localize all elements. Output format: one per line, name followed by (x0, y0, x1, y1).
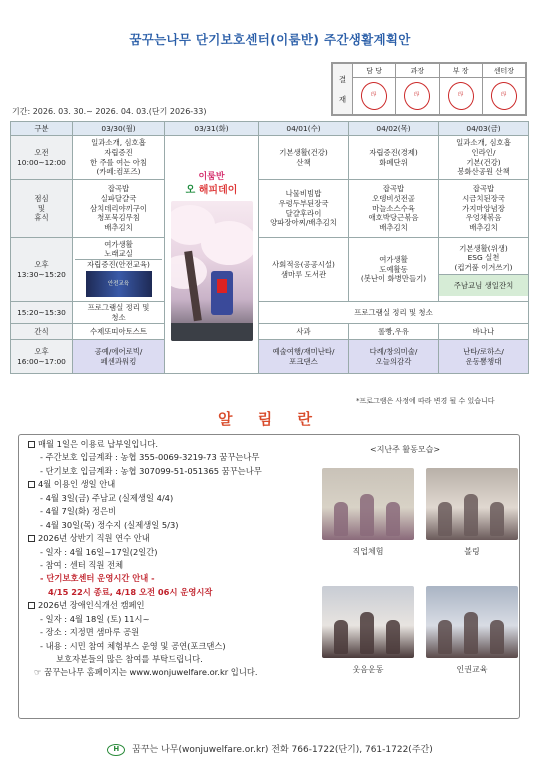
cell-morning-wed: 기본생활(건강) 산책 (259, 136, 349, 180)
seal-stamp: 印 (403, 80, 433, 111)
cell-snack-fri: 바나나 (439, 324, 529, 340)
schedule-table (10, 121, 529, 374)
banner-cell (165, 136, 259, 374)
notice-line: - 일자 : 4월 18일 (토) 11시~ (40, 613, 150, 624)
cell-lunch-thu: 잡곡밥 오뎅비섯전골 마늘소스수육 애호박당근볶음 배추김치 (349, 180, 439, 238)
cell-cleanup-wed-fri: 프로그램실 정리 및 청소 (259, 302, 529, 324)
notice-line[interactable]: ☞ 꿈꾸는나무 홈페이지는 www.wonjuwelfare.or.kr 입니다. (34, 667, 258, 678)
approval-role: 과장 (396, 64, 439, 78)
activity-photo (322, 468, 414, 540)
afternoon-mon-a: 여가생활 노래교실 (104, 239, 133, 259)
col-header: 구분 (11, 122, 73, 136)
notice-line: - 주간보호 입금계좌 : 농협 355-0069-3219-73 꿈꾸는나무 (40, 452, 260, 463)
col-header: 03/31(화) (165, 122, 259, 136)
approval-role: 센터장 (482, 64, 525, 78)
footer (0, 742, 540, 756)
seal-stamp: 印 (489, 80, 519, 111)
cell-snack-thu: 롤빵,우유 (349, 324, 439, 340)
activity-photo (322, 586, 414, 658)
notice-line: 보호자분들의 많은 참여를 부탁드립니다. (56, 654, 203, 664)
notice-list (28, 438, 328, 680)
notice-line: - 단기보호 입금계좌 : 농협 307099-51-051365 꿈꾸는나무 (40, 465, 262, 476)
approval-box (331, 62, 527, 116)
checkbox-icon (28, 441, 35, 448)
row-label: 오전 10:00~12:00 (11, 136, 73, 180)
notice-line: - 일자 : 4월 16일~17일(2일간) (40, 546, 158, 557)
col-header: 03/30(월) (73, 122, 165, 136)
cell-snack-mon: 수제또띠아토스트 (73, 324, 165, 340)
afternoon-fri-a: 기본생활(위생) ESG 실천 (컵거품 이겨쓰기) (454, 243, 513, 272)
notice-line: - 4월 30일(목) 정수지 (실제생일 5/3) (40, 519, 179, 530)
col-header: 04/02(목) (349, 122, 439, 136)
notice-line: 매월 1일은 이용료 납부일입니다. (28, 438, 328, 451)
activity-photo (426, 468, 518, 540)
row-label: 오후 16:00~17:00 (11, 340, 73, 374)
checkbox-icon (28, 535, 35, 542)
notice-line: 4/15 22시 종료, 4/18 오전 06시 운영시작 (48, 586, 213, 597)
notice-line: - 단기보호센터 운영시간 안내 - (40, 573, 155, 584)
cell-lunch-mon: 잡곡밥 실파달걀국 삼치데리야끼구이 청포묵김무침 배추김치 (73, 180, 165, 238)
cell-lunch-wed: 나물비빔밥 우렁두부된장국 달걀후라이 양파장아찌/배추김치 (259, 180, 349, 238)
seal-stamp: 印 (446, 80, 476, 111)
cell-cleanup-mon: 프로그램실 정리 및 청소 (73, 302, 165, 324)
approval-label: 결 재 (333, 64, 353, 115)
cell-morning-thu: 자립증진(경제) 화폐단위 (349, 136, 439, 180)
cherry-blossom-image (171, 201, 253, 341)
period-text: 기간: 2026. 03. 30.~ 2026. 04. 03.(단기 2026-33) (12, 107, 207, 116)
cell-afternoon-fri (439, 238, 529, 302)
notice-line: - 4월 3일(금) 주남교 (실제생일 4/4) (40, 492, 174, 503)
checkbox-icon (28, 602, 35, 609)
cell-morning-fri: 일과소개, 심호흡 인라인/ 기본(건강) 봉화산공원 산책 (439, 136, 529, 180)
approval-role: 부 장 (439, 64, 482, 78)
row-label: 15:20~15:30 (11, 302, 73, 324)
notice-line: 4월 이용인 생일 안내 (28, 478, 328, 491)
afternoon-mon-b: 자립증진(안전교육) (75, 259, 162, 270)
cell-morning-mon: 일과소개, 심호흡 자립증진 한 주를 여는 아침 (카페:컴포즈) (73, 136, 165, 180)
photo-caption: 직업체험 (352, 547, 384, 556)
notice-line: - 내용 : 시민 참여 체험부스 운영 및 공연(포크댄스) (40, 640, 226, 651)
banner-title: 이룸반 (198, 172, 225, 183)
footer-text: 꿈꾸는 나무(wonjuwelfare.or.kr) 전화 766-1722(단기), 761-1722(주간) (132, 745, 433, 755)
checkbox-icon (28, 481, 35, 488)
cell-afternoon-wed: 사회적응(공공시설) 샘마루 도서관 (259, 238, 349, 302)
notice-line: 2026년 상반기 직원 연수 안내 (28, 532, 328, 545)
cell-late-fri: 난타/로하스/ 운동뽐챙대 (439, 340, 529, 374)
cell-afternoon-mon (73, 238, 165, 302)
photo-caption: 볼링 (464, 547, 480, 556)
notice-line: - 참여 : 센터 직원 전체 (40, 559, 124, 570)
approval-role: 담 당 (353, 64, 396, 78)
afternoon-fri-b: 주남교님 생일잔치 (439, 274, 528, 297)
cell-lunch-fri: 잡곡밥 시금치된장국 가지마앙념장 우엉채볶음 배추김치 (439, 180, 529, 238)
photo-caption: 인권교육 (456, 665, 488, 674)
safety-education-image: 안전교육 (86, 271, 152, 297)
activity-photo (426, 586, 518, 658)
banner-happyday: 오 해피데이 (185, 184, 238, 196)
notice-line: - 장소 : 지정면 샘마루 공원 (40, 627, 140, 638)
cell-late-mon: 공예/에어로빅/ 페센과워킹 (73, 340, 165, 374)
row-label: 오후 13:30~15:20 (11, 238, 73, 302)
notice-line: - 4월 7일(화) 정은비 (40, 506, 117, 517)
cell-afternoon-thu: 여가생활 도예활동 (봇난이 화병만들기) (349, 238, 439, 302)
page-title: 꿈꾸는나무 단기보호센터(이룸반) 주간생활계획안 (129, 32, 411, 47)
logo-icon: H (107, 744, 125, 756)
col-header: 04/01(수) (259, 122, 349, 136)
row-label: 점심 및 휴식 (11, 180, 73, 238)
cell-late-thu: 다례/창의미술/ 오늘의감각 (349, 340, 439, 374)
photos-title: <지난주 활동모습> (370, 445, 441, 454)
cell-late-wed: 예술여행/재미난타/ 포크댄스 (259, 340, 349, 374)
seal-stamp: 印 (359, 80, 389, 111)
cell-snack-wed: 사과 (259, 324, 349, 340)
col-header: 04/03(금) (439, 122, 529, 136)
photo-caption: 웃음운동 (352, 665, 384, 674)
row-label: 간식 (11, 324, 73, 340)
schedule-note: *프로그램은 사정에 따라 변경 될 수 있습니다 (356, 397, 495, 405)
notice-title: 알 림 란 (218, 410, 322, 428)
notice-line: 2026년 장애인식개선 캠페인 (28, 599, 328, 612)
